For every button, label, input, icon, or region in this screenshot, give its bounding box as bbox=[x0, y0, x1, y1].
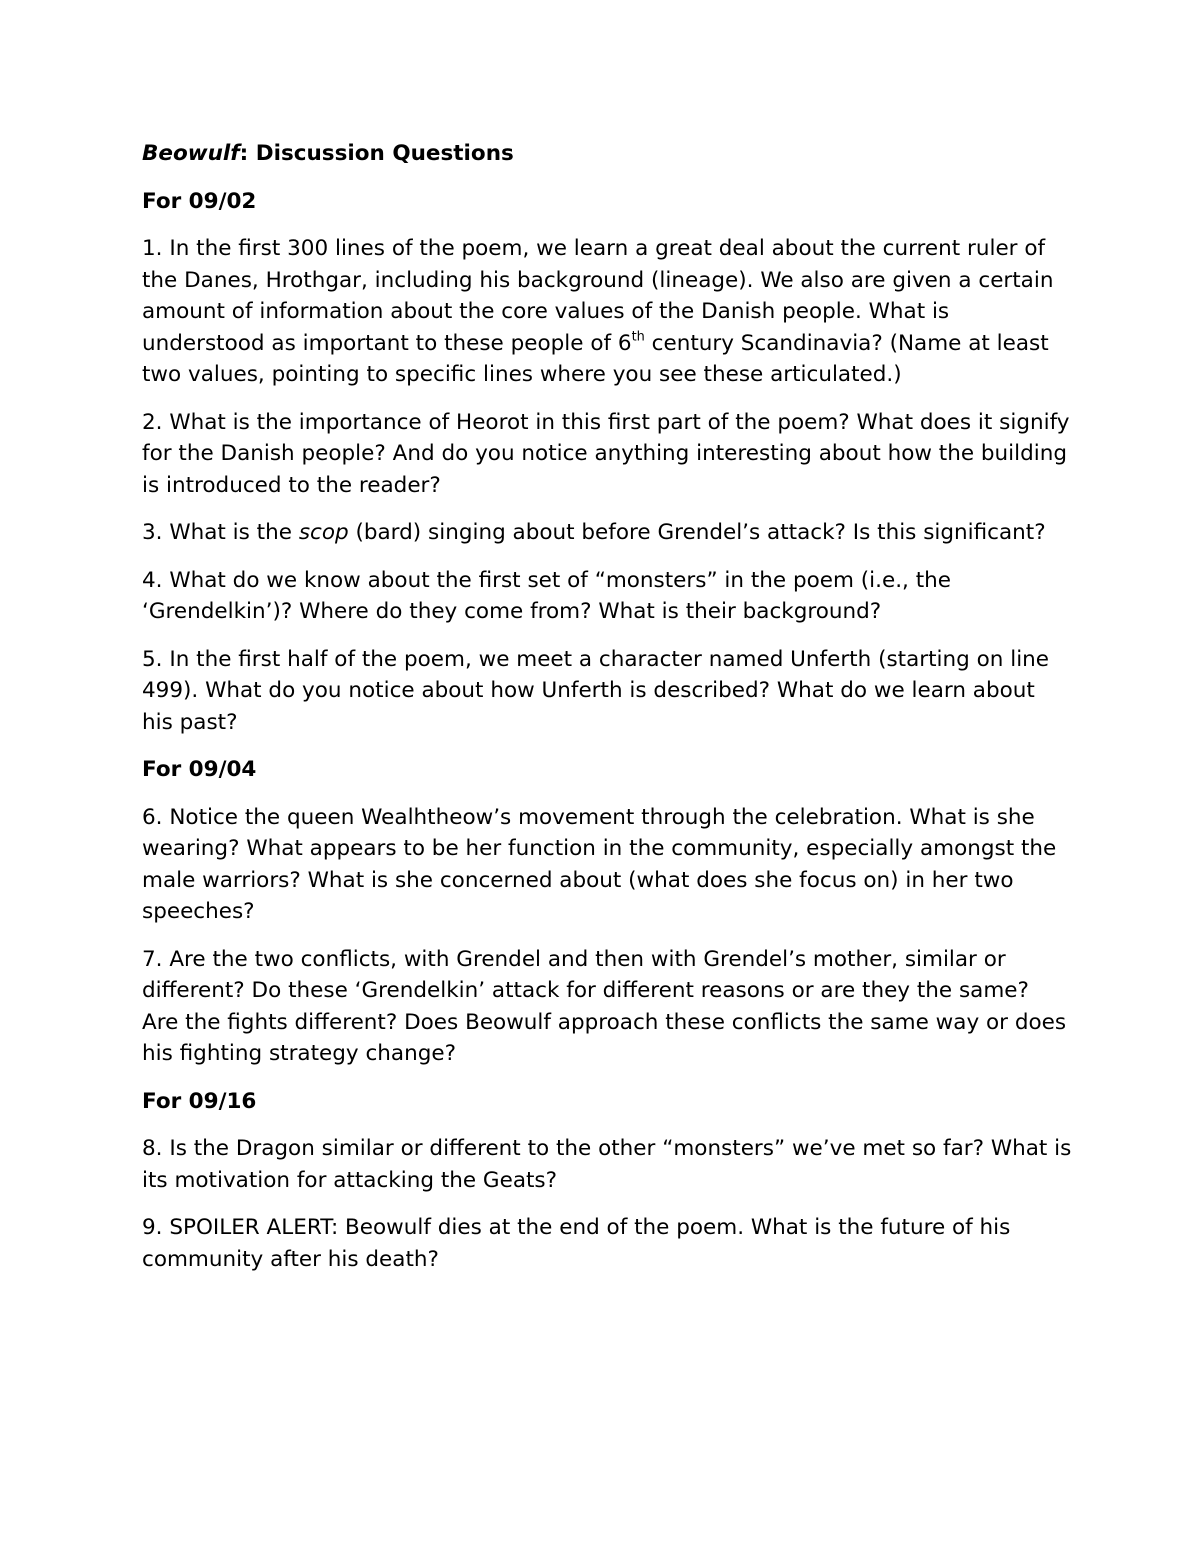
question-text: Notice the queen Wealhtheow’s movement through the celebration. What is she wearing? What appears to be her function in the community, especially amongst the male warriors? What is she concerned about (what does she focus on) in her two speeches? bbox=[142, 804, 1057, 924]
section-heading-1: For 09/02 bbox=[142, 188, 257, 214]
question-5 bbox=[142, 644, 1072, 739]
question-text: What is the importance of Heorot in this first part of the poem? What does it signify for the Danish people? And do you notice anything interesting about how the building is introduced to the reader? bbox=[142, 409, 1070, 498]
section-heading-2: For 09/04 bbox=[142, 757, 257, 782]
italic-term: scop bbox=[298, 520, 349, 545]
question-number: 1. bbox=[142, 236, 163, 261]
title-rest: : Discussion Questions bbox=[239, 141, 514, 166]
question-text: What is the bbox=[162, 520, 299, 545]
question-number: 5. bbox=[142, 646, 163, 672]
question-number: 9. bbox=[142, 1215, 163, 1240]
question-number: 3. bbox=[142, 520, 163, 545]
question-7 bbox=[142, 944, 1072, 1070]
question-text-continued: (bard) singing about before Grendel’s attack? Is this significant? bbox=[348, 520, 1046, 545]
question-6 bbox=[142, 802, 1072, 928]
question-text: SPOILER ALERT: Beowulf dies at the end of the poem. What is the future of his community after his death? bbox=[142, 1215, 1011, 1272]
question-4 bbox=[142, 565, 1072, 628]
question-text-continued: century Scandinavia? (Name at least two values, pointing to specific lines where you see these articulated.) bbox=[142, 330, 1049, 387]
question-9 bbox=[142, 1212, 1072, 1275]
question-8 bbox=[142, 1133, 1072, 1196]
question-3 bbox=[142, 517, 1072, 549]
question-2 bbox=[142, 407, 1072, 502]
question-number: 7. bbox=[142, 946, 163, 972]
title-italic: Beowulf bbox=[142, 141, 240, 166]
question-text: Are the two conflicts, with Grendel and then with Grendel’s mother, similar or different? Do these ‘Grendelkin’ attack for different reasons or are they the same? Are the fights different? Does Beowulf approach these conflicts the same way or does his fighting strategy change? bbox=[142, 946, 1067, 1066]
question-number: 4. bbox=[142, 567, 163, 593]
question-number: 2. bbox=[142, 409, 163, 435]
question-text: Is the Dragon similar or different to the other “monsters” we’ve met so far? What is its motivation for attacking the Geats? bbox=[142, 1136, 1072, 1193]
ordinal-superscript: th bbox=[631, 328, 645, 344]
question-number: 6. bbox=[142, 804, 163, 830]
question-text: In the first 300 lines of the poem, we learn a great deal about the current ruler of the Danes, Hrothgar, including his background (lineage). We also are given a certain amount of information about the core values of the Danish people. What is understood as important to these people of 6 bbox=[142, 236, 1054, 356]
question-1 bbox=[142, 233, 1072, 391]
document-title bbox=[142, 138, 1072, 170]
question-text: In the first half of the poem, we meet a character named Unferth (starting on line 499). What do you notice about how Unferth is described? What do we learn about his past? bbox=[142, 646, 1050, 735]
section-heading-3: For 09/16 bbox=[142, 1088, 257, 1114]
question-number: 8. bbox=[142, 1136, 163, 1161]
document-page bbox=[142, 138, 1072, 1291]
question-text: What do we know about the first set of “monsters” in the poem (i.e., the ‘Grendelkin’)? Where do they come from? What is their background? bbox=[142, 567, 951, 624]
